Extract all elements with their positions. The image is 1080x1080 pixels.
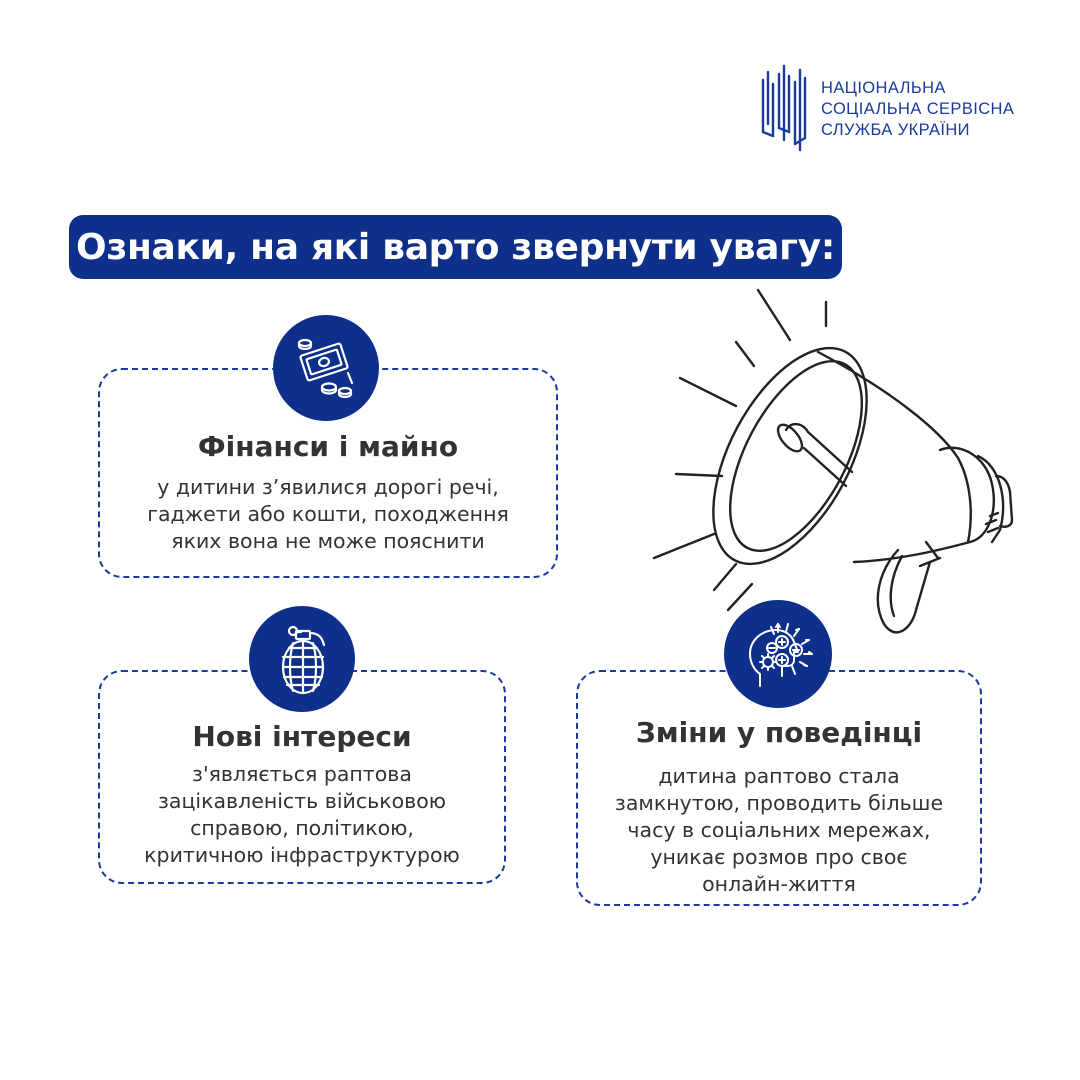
card-finances-line: яких вона не може пояснити bbox=[171, 529, 485, 553]
card-behavior-line: уникає розмов про своє bbox=[650, 845, 908, 869]
card-finances-title: Фінанси і майно bbox=[197, 430, 459, 463]
logo-text bbox=[821, 78, 1014, 141]
page-title: Ознаки, на які варто звернути увагу: bbox=[69, 215, 842, 279]
card-interests-line: критичною інфраструктурою bbox=[144, 843, 460, 867]
card-finances-line: у дитини з’явилися дорогі речі, bbox=[157, 475, 499, 499]
logo-mark-icon bbox=[757, 62, 817, 154]
megaphone-illustration bbox=[640, 280, 1060, 660]
logo-line-1: НАЦІОНАЛЬНА bbox=[821, 79, 946, 97]
card-interests-text bbox=[100, 761, 504, 869]
logo-line-3: СЛУЖБА УКРАЇНИ bbox=[821, 121, 970, 139]
card-behavior-line: онлайн-життя bbox=[702, 872, 856, 896]
card-behavior-text bbox=[578, 763, 980, 898]
card-behavior-title: Зміни у поведінці bbox=[635, 716, 923, 749]
finances-badge bbox=[273, 315, 379, 421]
card-behavior-line: замкнутою, проводить більше bbox=[614, 791, 944, 815]
interests-badge bbox=[249, 606, 355, 712]
card-interests-line: з'являється раптова bbox=[192, 762, 412, 786]
card-behavior-line: часу в соціальних мережах, bbox=[627, 818, 931, 842]
money-icon bbox=[291, 333, 361, 403]
card-finances-text bbox=[100, 474, 556, 555]
card-interests-line: справою, політикою, bbox=[190, 816, 414, 840]
card-behavior-line: дитина раптово стала bbox=[658, 764, 900, 788]
brand-logo bbox=[757, 62, 1047, 154]
grenade-icon bbox=[267, 621, 337, 697]
logo-line-2: СОЦІАЛЬНА СЕРВІСНА bbox=[821, 100, 1015, 118]
card-interests-title: Нові інтереси bbox=[192, 720, 412, 753]
card-interests-line: зацікавленість військовою bbox=[157, 789, 447, 813]
card-finances-line: гаджети або кошти, походження bbox=[147, 502, 509, 526]
